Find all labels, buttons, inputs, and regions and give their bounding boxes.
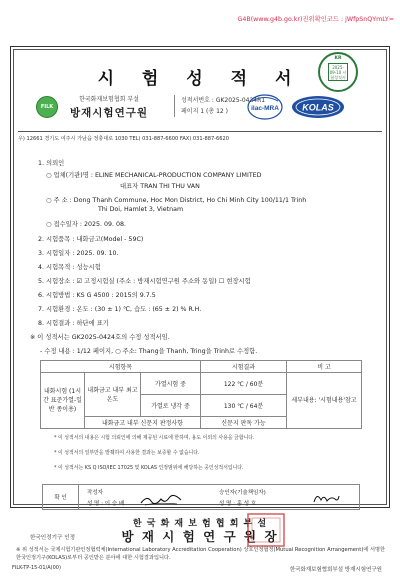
table-r3-value: 신문지 판독 가능 [201, 417, 287, 429]
organization [70, 94, 148, 120]
ilac-text: ilac-MRA [251, 105, 279, 112]
signature-box [42, 484, 360, 510]
official-stamp [246, 512, 286, 548]
table-remark: 세부내용: '시험내용'참고 [287, 373, 362, 429]
table-r1-value: 122 ℃ / 60분 [201, 373, 287, 395]
approver-name: 성 명 : 홍 성 호 [219, 501, 257, 507]
note-1: * 이 성적서의 내용은 시험 의뢰인에 의해 제공된 시료에 한하며, 용도 이외의 사용을 금합니다. [54, 435, 255, 441]
bottom-org: 한국화재보험협회부설 방재시험연구원 [289, 567, 382, 573]
kolas-text: KOLAS [302, 102, 334, 113]
item-8: 8. 시험결과 : 하단에 표기 [38, 320, 109, 327]
table-r1-label: 가열시험 중 [141, 373, 201, 395]
header [14, 92, 386, 132]
client-address-2: Thi Doi, Hamlet 3, Vietnam [98, 206, 184, 213]
writer-label: 작성자 [87, 490, 103, 496]
revision-note: ※ 이 성적서는 GK2025-0424호의 수정 성적서임. [30, 334, 170, 341]
item-6: 6. 시험방법 : KS G 4500 : 2015의 9.7.5 [38, 292, 156, 299]
note-3: * 이 성적서는 KS Q ISO/IEC 17025 및 KOLAS 인정범위에 해당하는 공인성적서입니다. [54, 465, 244, 471]
seal-box: 2025-09-10 시험성적서 [329, 65, 347, 80]
issuer-left: 한국인정기구 인정 [30, 535, 76, 541]
table-row-head: 내화시험 (1시간 표준가열-일반 종이용) [41, 373, 85, 429]
table-header-item: 시험항목 [41, 361, 201, 373]
approver-label: 승인자(기술책임자) [219, 490, 266, 496]
table-r2-value: 130 ℃ / 64분 [201, 395, 287, 417]
kr-certification-seal [318, 52, 358, 92]
client-heading: 1. 의뢰인 [38, 160, 65, 167]
issuer-line-2: 방 재 시 험 연 구 원 장 [121, 529, 279, 544]
item-4: 4. 시험목적 : 성능시험 [38, 264, 101, 271]
approver-signature [311, 490, 341, 508]
verification-code: G4B(www.g4b.go.kr)진위확인코드 : jWfpSnQYmLY= [237, 16, 394, 23]
kolas-logo [290, 94, 346, 120]
item-2: 2. 시험품목 : 내화금고(Model - 59C) [38, 236, 144, 243]
revision-detail: - 수정 내용 : 1/12 페이지, ○ 주소: Thang을 Thanh, Tring을 Trinh로 수정함. [40, 348, 258, 355]
item-3: 3. 시험일자 : 2025. 09. 10. [38, 250, 119, 257]
received-date: ○ 접수일자 : 2025. 09. 08. [46, 221, 127, 228]
table-r3-label: 내화금고 내부 신문지 판정사항 [85, 417, 201, 429]
org-sub: 한국화재보험협회 부설 [79, 96, 139, 103]
form-code: FILK-TP-15-01/A(00) [12, 565, 61, 571]
client-address-1: ○ 주 소 : Dong Thanh Commune, Hoc Mon District, Ho Chi Minh City 100/11/1 Trinh [46, 197, 307, 204]
page-title: 시 험 성 적 서 [97, 69, 303, 89]
table-r2-label: 가열로 냉각 중 [141, 395, 201, 417]
table-mid-label: 내화금고 내부 최고 온도 [85, 373, 141, 417]
issuer-line-1: 한 국 화 재 보 험 협 회 부 설 [132, 519, 268, 529]
org-name: 방재시험연구원 [70, 107, 149, 119]
filk-logo: FILK [36, 96, 58, 118]
cert-number-line: 성적서번호 : GK2025-0424R1 [181, 97, 266, 104]
client-company: ○ 업체(기관)명 : ELINE MECHANICAL-PRODUCTION COMPANY LIMITED [46, 172, 262, 179]
seal-ring-text: KR [334, 56, 342, 61]
org-address: 우) 12661 경기도 여주시 가남읍 정충대로 1030 TEL) 031-887-6600 FAX) 031-887-6620 [18, 131, 382, 142]
writer-signature [139, 492, 183, 508]
item-5: 5. 시험장소 : ☑ 고정시험실 (주소 : 방재시험연구원 주소와 동일) ☐ 현장시험 [38, 278, 251, 285]
table-header-result: 시험결과 [201, 361, 287, 373]
item-7: 7. 시험환경 : 온도 : (30 ± 1) ℃, 습도 : (65 ± 2) % R.H. [38, 306, 202, 313]
sign-head: 확 인 [43, 485, 79, 509]
writer-name: 성 명 : 이 승 배 [87, 501, 125, 507]
ilac-mra-logo [246, 92, 284, 122]
cert-page-line: 페이지 1 (총 12 ) [181, 108, 228, 115]
results-table [40, 360, 362, 429]
footer-note: ※ 위 성적서는 국제시험기관인정협력체(International Laboratory Accreditation Cooperation) 상호인정협정(Mutual Recognition Arrangement)에 서명한 한국인정기구(KOLAS)로부터 공인받은 분야에 대한 시험결과입니다. [16, 547, 386, 561]
table-header-remark: 비 고 [287, 361, 362, 373]
note-2: * 이 성적서의 일부만을 발췌하여 사용한 결과는 보증할 수 없습니다. [54, 450, 200, 456]
client-rep: 대표자 TRAN THI THU VAN [120, 183, 200, 190]
